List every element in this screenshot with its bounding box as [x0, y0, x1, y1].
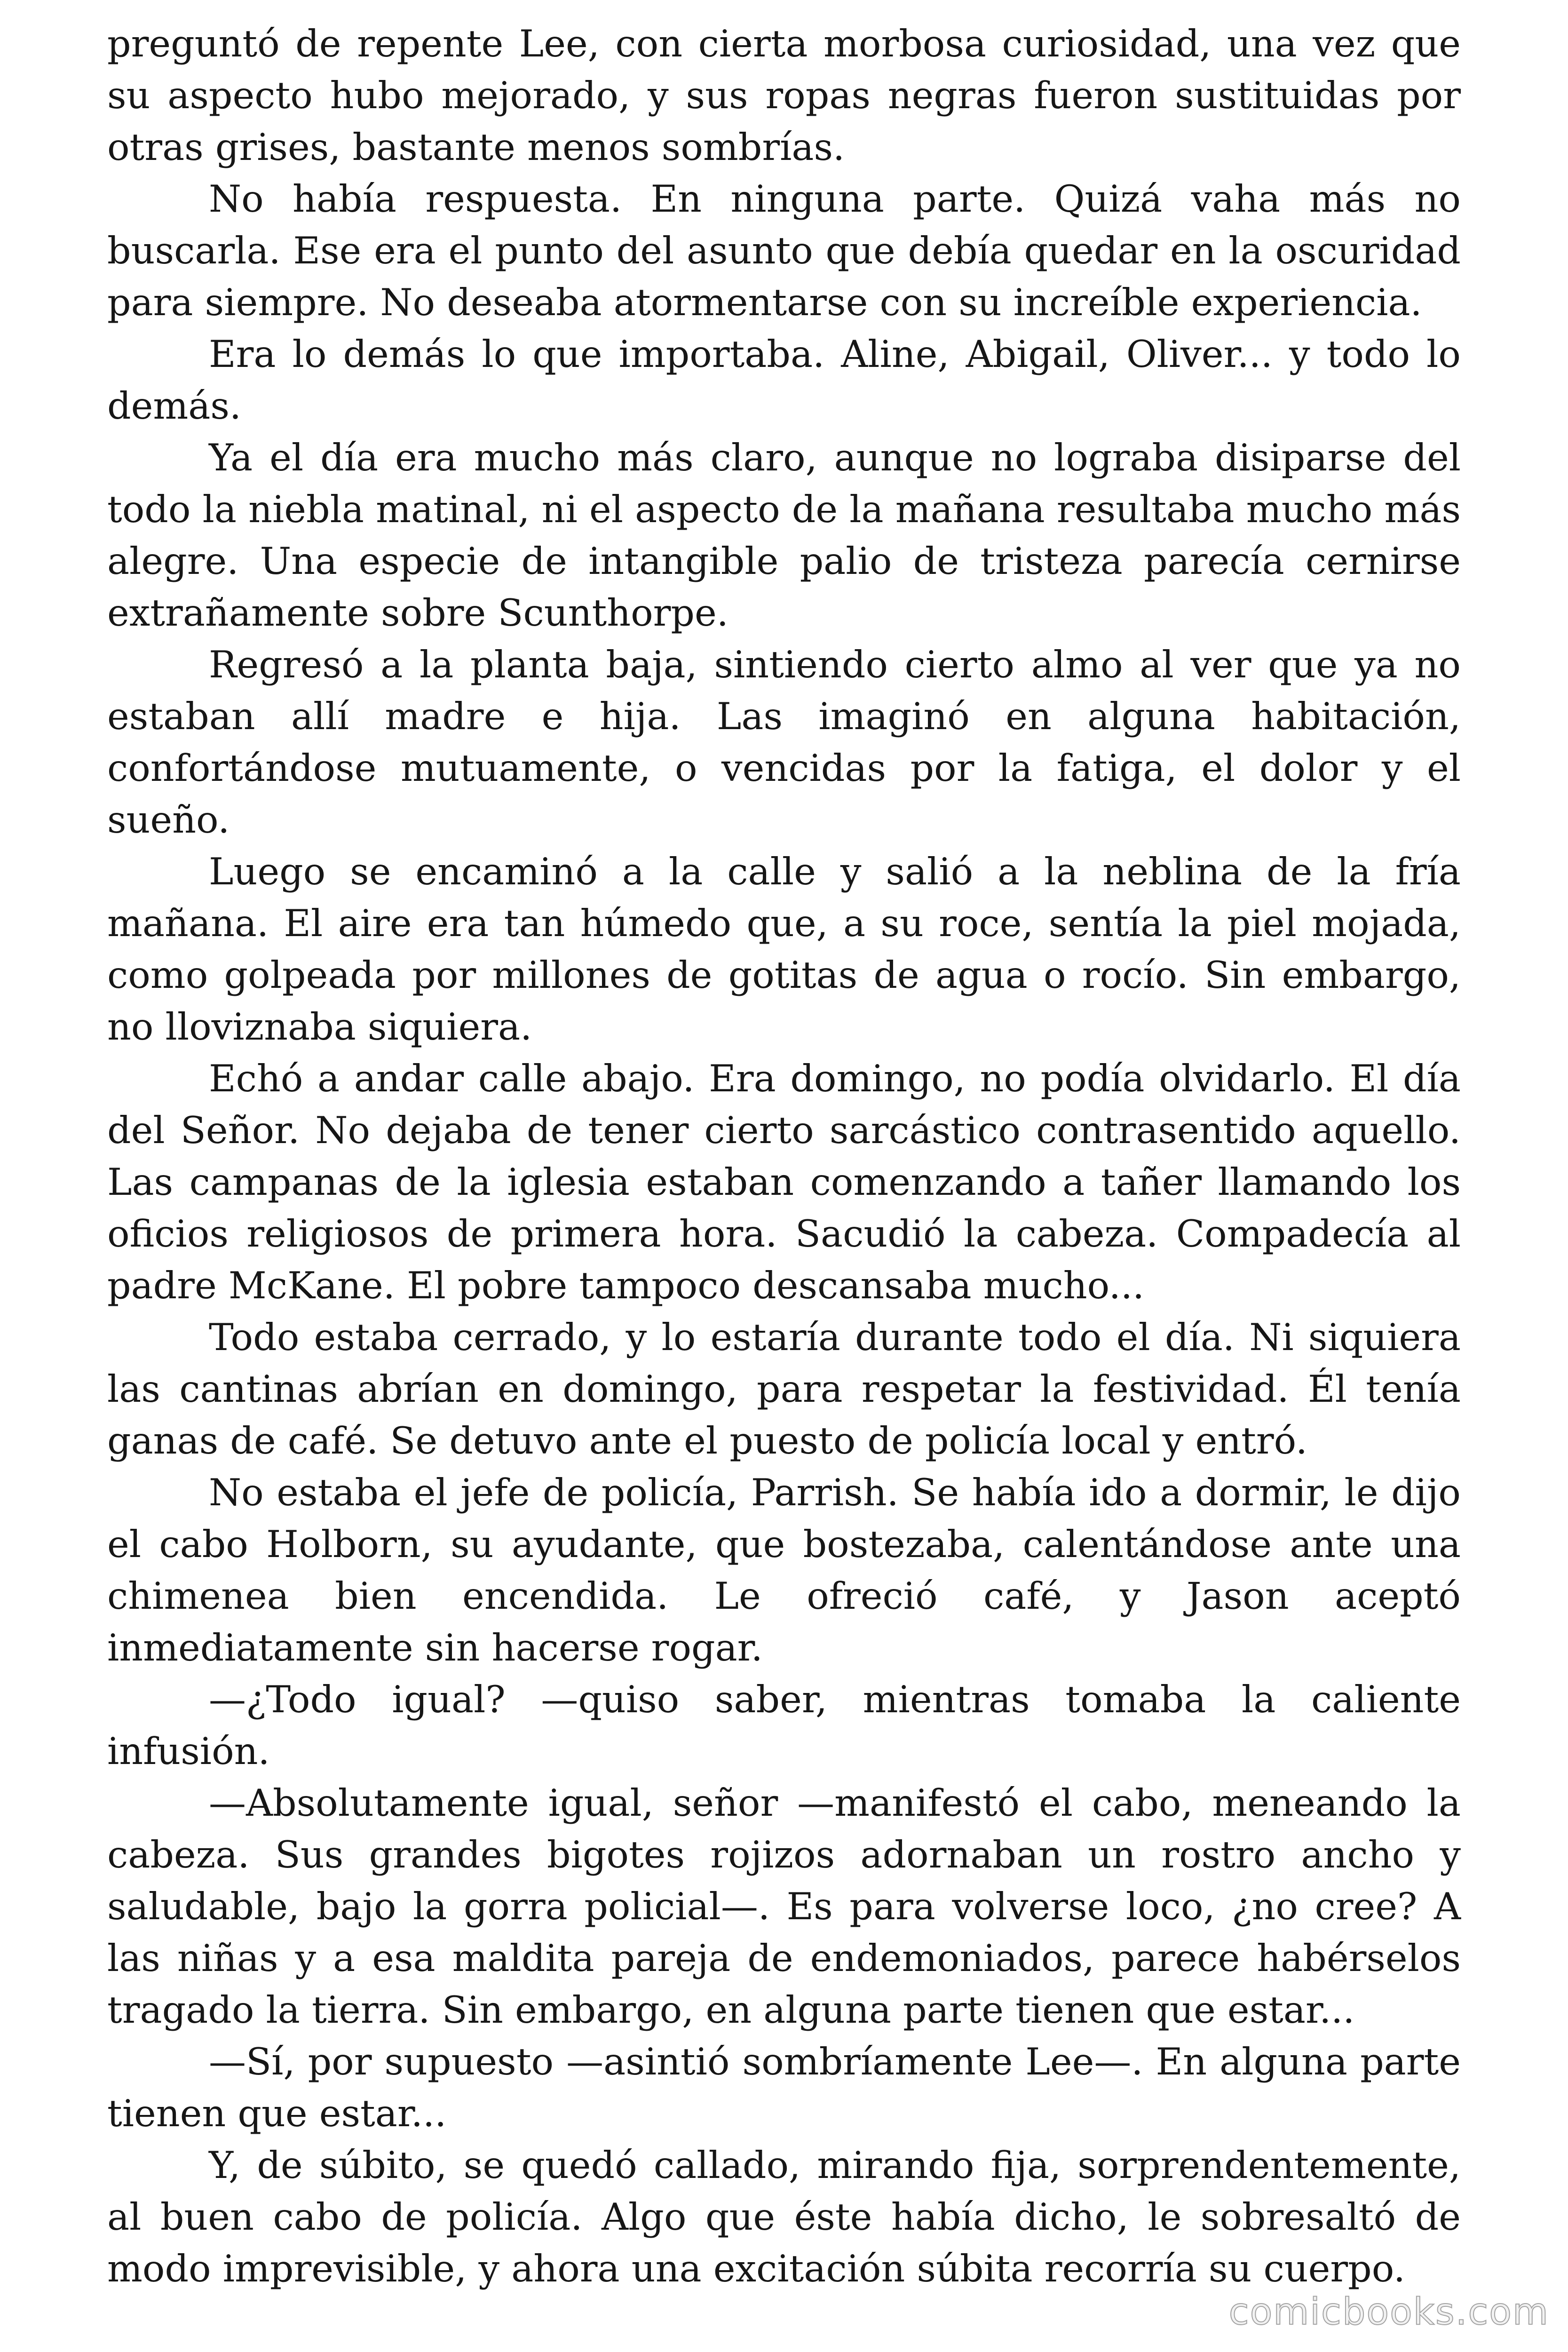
- paragraph: Y, de súbito, se quedó callado, mirando fija, sorprendentemente, al buen cabo de policía. Algo que éste había dicho, le sobresaltó de modo imprevisible, y ahora una excitación súbita recorría su cuerpo.: [107, 2144, 1461, 2290]
- paragraph: Ya el día era mucho más claro, aunque no lograba disiparse del todo la niebla matinal, ni el aspecto de la mañana resultaba mucho más alegre. Una especie de intangible palio de tristeza parecía cernirse extrañamente sobre Scunthorpe.: [107, 436, 1461, 635]
- book-page: [107, 18, 1461, 2295]
- paragraph: No había respuesta. En ninguna parte. Quizá vaha más no buscarla. Ese era el punto del asunto que debía quedar en la oscuridad para siempre. No deseaba atormentarse con su increíble experiencia.: [107, 177, 1461, 324]
- paragraph: Era lo demás lo que importaba. Aline, Abigail, Oliver... y todo lo demás.: [107, 333, 1461, 428]
- dialogue-paragraph: —Absolutamente igual, señor —manifestó el cabo, meneando la cabeza. Sus grandes bigotes rojizos adornaban un rostro ancho y saludable, bajo la gorra policial—. Es para volverse loco, ¿no cree? A las niñas y a esa maldita pareja de endemoniados, parece habérselos tragado la tierra. Sin embargo, en alguna parte tienen que estar...: [107, 1781, 1461, 2032]
- watermark: comicbooks.com: [1228, 2291, 1549, 2333]
- paragraph-continued: preguntó de repente Lee, con cierta morbosa curiosidad, una vez que su aspecto hubo mejorado, y sus ropas negras fueron sustituidas por otras grises, bastante menos sombrías.: [107, 22, 1461, 169]
- paragraph: No estaba el jefe de policía, Parrish. Se había ido a dormir, le dijo el cabo Holborn, su ayudante, que bostezaba, calentándose ante una chimenea bien encendida. Le ofreció café, y Jason aceptó inmediatamente sin hacerse rogar.: [107, 1471, 1461, 1669]
- paragraph: Echó a andar calle abajo. Era domingo, no podía olvidarlo. El día del Señor. No dejaba de tener cierto sarcástico contrasentido aquello. Las campanas de la iglesia estaban comenzando a tañer llamando los oficios religiosos de primera hora. Sacudió la cabeza. Compadecía al padre McKane. El pobre tampoco descansaba mucho...: [107, 1057, 1461, 1307]
- paragraph: Todo estaba cerrado, y lo estaría durante todo el día. Ni siquiera las cantinas abrían en domingo, para respetar la festividad. Él tenía ganas de café. Se detuvo ante el puesto de policía local y entró.: [107, 1316, 1461, 1462]
- dialogue-paragraph: —¿Todo igual? —quiso saber, mientras tomaba la caliente infusión.: [107, 1678, 1461, 1773]
- paragraph: Luego se encaminó a la calle y salió a la neblina de la fría mañana. El aire era tan húmedo que, a su roce, sentía la piel mojada, como golpeada por millones de gotitas de agua o rocío. Sin embargo, no lloviznaba siquiera.: [107, 850, 1461, 1049]
- paragraph: Regresó a la planta baja, sintiendo cierto almo al ver que ya no estaban allí madre e hija. Las imaginó en alguna habitación, confortándose mutuamente, o vencidas por la fatiga, el dolor y el sueño.: [107, 643, 1461, 842]
- dialogue-paragraph: —Sí, por supuesto —asintió sombríamente Lee—. En alguna parte tienen que estar...: [107, 2040, 1461, 2135]
